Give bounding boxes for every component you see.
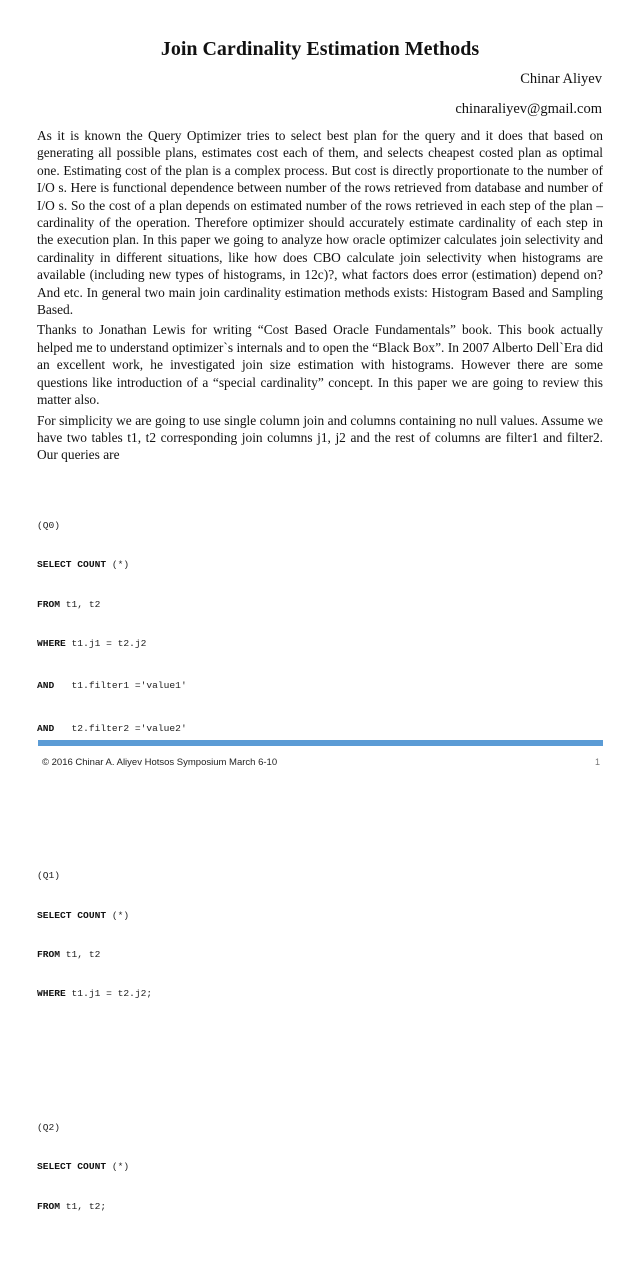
code-line — [37, 722, 603, 735]
query-label: (Q2) — [37, 1122, 61, 1134]
paragraph-acknowledgement: Thanks to Jonathan Lewis for writing “Cost Based Oracle Fundamentals” book. This book actually helped me to understand optimizer`s internals and to open the “Black Box”. In 2007 Alberto Dell`Era did an excellent work, he investigated join size estimation with histograms. However there are some questions like introduction of a “special cardinality” concept. In this paper we are going to review this matter also. — [37, 322, 603, 408]
sql-text: t1.j1 = t2.j2 — [65, 637, 147, 649]
sql-keyword: SELECT COUNT — [37, 559, 107, 571]
footer-copyright: © 2016 Chinar A. Aliyev Hotsos Symposium March 6-10 — [42, 757, 278, 768]
query-label: (Q1) — [37, 870, 61, 882]
code-line — [37, 1200, 603, 1213]
query-q2 — [37, 1095, 603, 1239]
sql-keyword: FROM — [37, 1200, 61, 1212]
sql-text: t2.filter2 ='value2' — [54, 722, 187, 734]
author-email: chinaraliyev@gmail.com — [455, 101, 602, 117]
paragraph-intro: As it is known the Query Optimizer tries to select best plan for the query and it does that based on generating all possible plans, estimates cost each of them, and selects cheapest costed plan as optimal one. Estimating cost of the plan is a complex process. But cost is directly proportionate to the number of I/O s. Here is functional dependence between number of the rows retrieved from database and number of I/O s. So the cost of a plan depends on estimated number of the rows retrieved in each step of the plan – cardinality of the operation. Therefore optimizer should accurately estimate cardinality of each step in the execution plan. In this paper we going to analyze how oracle optimizer calculates join selectivity and cardinality in different situations, like how does CBO calculate join selectivity when histograms are available (including new types of histograms, in 12c)?, what factors does error (estimation) depend on? And etc. In general two main join cardinality estimation methods exists: Histogram Based and Sampling Based. — [37, 128, 603, 318]
sql-text: t1.j1 = t2.j2; — [65, 988, 153, 1000]
sql-text: (*) — [106, 909, 130, 921]
sql-keyword: WHERE — [37, 637, 66, 649]
sql-text: t1, t2; — [60, 1200, 107, 1212]
sql-keyword: AND — [37, 722, 55, 734]
document-title: Join Cardinality Estimation Methods — [160, 38, 480, 60]
code-line — [37, 909, 603, 922]
code-line — [37, 1160, 603, 1173]
document-body — [37, 127, 603, 1265]
sql-keyword: SELECT COUNT — [37, 909, 107, 921]
sql-text: (*) — [106, 1161, 130, 1173]
paragraph-assumptions: For simplicity we are going to use single column join and columns containing no null values. Assume we have two tables t1, t2 corresponding join columns j1, j2 and the rest of columns are filter1 and filter2. Our queries are — [37, 412, 603, 463]
sql-keyword: FROM — [37, 598, 61, 610]
sql-text: t1.filter1 ='value1' — [54, 680, 187, 692]
sql-text: t1, t2 — [60, 598, 101, 610]
code-spacer — [37, 1053, 603, 1069]
footer-divider — [38, 740, 603, 746]
code-spacer — [37, 787, 603, 817]
code-line — [37, 637, 603, 650]
code-line — [37, 679, 603, 692]
sql-keyword: AND — [37, 680, 55, 692]
code-line — [37, 987, 603, 1000]
sql-keyword: WHERE — [37, 988, 66, 1000]
code-line — [37, 558, 603, 571]
sql-code-block — [37, 467, 603, 1265]
page-number: 1 — [594, 757, 600, 767]
author-name: Chinar Aliyev — [520, 71, 602, 87]
query-label: (Q0) — [37, 520, 61, 532]
sql-keyword: FROM — [37, 948, 61, 960]
code-line — [37, 598, 603, 611]
code-line — [37, 948, 603, 961]
sql-text: t1, t2 — [60, 948, 101, 960]
sql-text: (*) — [106, 559, 130, 571]
query-q1 — [37, 843, 603, 1026]
sql-keyword: SELECT COUNT — [37, 1161, 107, 1173]
query-q0 — [37, 493, 603, 761]
